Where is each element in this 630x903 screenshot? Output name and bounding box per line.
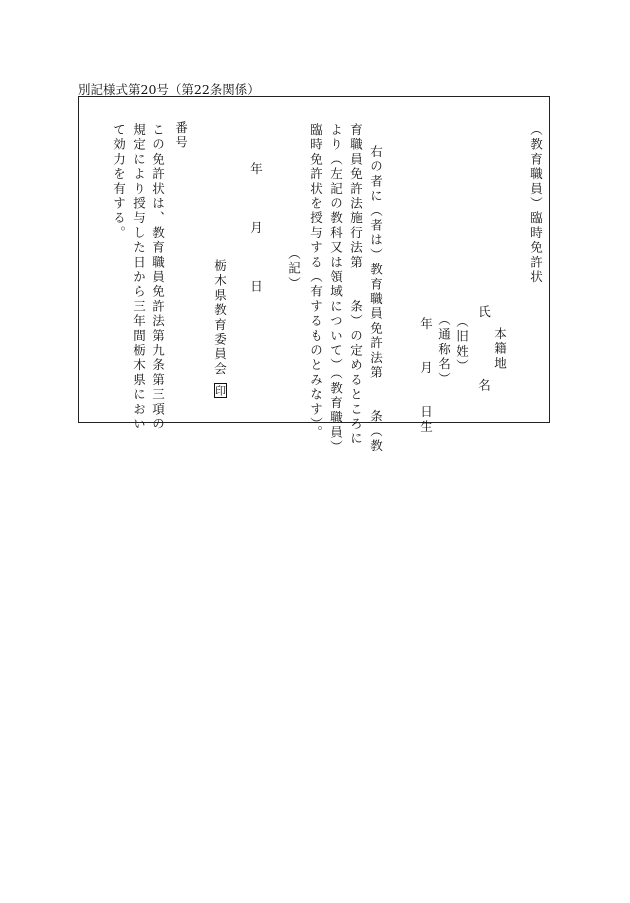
form-number-header: 別記様式第20号（第22条関係） xyxy=(78,82,260,97)
body-line-3: より（左記の教科又は領域について）（教育職員） xyxy=(328,123,344,455)
note-line-1: この免許状は、教育職員免許法第九条第三項の xyxy=(150,123,166,432)
name-label: 氏 名 xyxy=(476,305,492,394)
ki-label: （記） xyxy=(286,247,302,292)
issuer-name: 栃木県教育委員会 xyxy=(212,259,228,377)
honseki-label: 本籍地 xyxy=(492,327,508,372)
seal-mark: 印 xyxy=(213,384,227,396)
issue-date: 年 月 日 xyxy=(248,162,264,295)
body-line-2: 育職員免許法施行法第 条）の定めるところに xyxy=(348,123,364,447)
note-line-3: て効力を有する。 xyxy=(111,123,127,241)
birth-date-label: 年 月 日生 xyxy=(418,317,434,435)
common-name-label: （通称名） xyxy=(436,313,452,387)
former-surname-label: （旧姓） xyxy=(454,315,470,374)
license-title: （教育職員）臨時免許状 xyxy=(528,123,544,285)
number-label: 番号 xyxy=(173,121,189,151)
body-line-4: 臨時免許状を授与する（有するものとみなす）。 xyxy=(308,123,324,441)
license-frame xyxy=(78,96,550,455)
issuer-block xyxy=(213,259,227,398)
note-line-2: 規定により授与した日から三年間栃木県におい xyxy=(131,123,147,432)
body-line-1: 右の者に（者は）教育職員免許法第 条（教 xyxy=(368,145,384,454)
